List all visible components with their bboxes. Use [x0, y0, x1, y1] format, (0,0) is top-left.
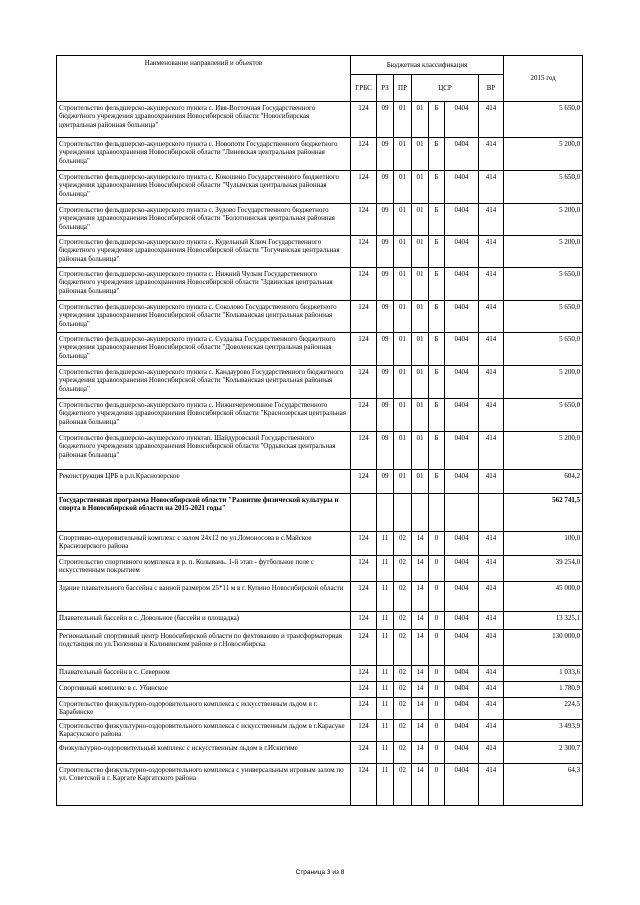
amount-cell: 5 200,0	[504, 204, 583, 236]
rz-cell: 09	[377, 399, 394, 432]
object-name-cell: Строительство фельдшерско-акушерского пункта с. Суздалка Государственного бюджетного учреждения здравоохранения Новосибирской области "Доволенская центральная районная больница"	[57, 333, 351, 366]
pr-cell: 01	[394, 366, 412, 399]
table-row	[57, 742, 583, 764]
rz-cell: 09	[377, 268, 394, 301]
vr-cell: 414	[479, 399, 504, 432]
grbs-cell: 124	[351, 102, 377, 138]
csr-code-cell: 0404	[445, 301, 479, 333]
csr-code-cell: 0404	[445, 432, 479, 470]
object-name-cell: Строительство физкультурно-оздоровительного комплекса с искусственным льдом в г. Барабинске	[57, 698, 351, 720]
amount-cell: 5 650,0	[504, 333, 583, 366]
table-row	[57, 494, 583, 532]
table-row	[57, 532, 583, 556]
amount-cell: 5 650,0	[504, 301, 583, 333]
grbs-cell: 124	[351, 301, 377, 333]
rz-cell: 09	[377, 171, 394, 204]
grbs-cell: 124	[351, 268, 377, 301]
pr-cell: 01	[394, 204, 412, 236]
grbs-cell: 124	[351, 742, 377, 764]
object-name-cell: Строительство фельдшерско-акушерского пункта с. Кандаурово Государственного бюджетного учреждения здравоохранения Новосибирской области "Колыванская центральная районная больница"	[57, 366, 351, 399]
table-header	[57, 56, 583, 102]
amount-cell: 130 000,0	[504, 630, 583, 666]
csr-code-cell: 0404	[445, 698, 479, 720]
csr-program-cell: 14	[412, 720, 429, 742]
pr-cell: 01	[394, 432, 412, 470]
rz-cell: 11	[377, 682, 394, 698]
csr-program-cell: 14	[412, 666, 429, 682]
csr-program-cell: 01	[412, 399, 429, 432]
csr-subprogram-cell: 0	[429, 742, 445, 764]
amount-cell: 5 650,0	[504, 399, 583, 432]
amount-cell: 3 493,9	[504, 720, 583, 742]
object-name-cell: Физкультурно-оздоровительный комплекс с искусственным льдом в г.Искитиме	[57, 742, 351, 764]
pr-cell: 01	[394, 171, 412, 204]
pr-cell: 02	[394, 630, 412, 666]
grbs-cell: 124	[351, 556, 377, 582]
csr-code-cell: 0404	[445, 630, 479, 666]
grbs-cell: 124	[351, 399, 377, 432]
csr-program-cell: 01	[412, 171, 429, 204]
csr-program-cell: 14	[412, 556, 429, 582]
pr-cell	[394, 494, 412, 532]
pr-cell: 01	[394, 102, 412, 138]
pr-cell: 02	[394, 764, 412, 806]
csr-program-cell: 14	[412, 682, 429, 698]
vr-cell: 414	[479, 333, 504, 366]
table-row	[57, 470, 583, 494]
header-csr: ЦСР	[412, 75, 479, 102]
csr-code-cell: 0404	[445, 612, 479, 630]
csr-code-cell: 0404	[445, 682, 479, 698]
object-name-cell: Строительство фельдшерско-акушерского пункта с. Нижнечеремошное Государственного бюджетного учреждения здравоохранения Новосибирской области "Краснозерская центральная районная больница"	[57, 399, 351, 432]
object-name-cell: Спортивно-оздоровительный комплекс с залом 24х12 по ул.Ломоносова в с.Майское Краснозерского района	[57, 532, 351, 556]
rz-cell	[377, 494, 394, 532]
pr-cell: 02	[394, 666, 412, 682]
amount-cell: 604,2	[504, 470, 583, 494]
page-footer: Страница 3 из 8	[295, 869, 345, 876]
csr-code-cell: 0404	[445, 171, 479, 204]
csr-subprogram-cell: Б	[429, 399, 445, 432]
vr-cell: 414	[479, 301, 504, 333]
csr-subprogram-cell: Б	[429, 236, 445, 268]
csr-program-cell: 01	[412, 366, 429, 399]
vr-cell: 414	[479, 666, 504, 682]
csr-subprogram-cell: Б	[429, 268, 445, 301]
vr-cell: 414	[479, 764, 504, 806]
grbs-cell: 124	[351, 720, 377, 742]
pr-cell: 01	[394, 301, 412, 333]
header-budget-classification: Бюджетная классификация	[351, 56, 504, 75]
rz-cell: 11	[377, 666, 394, 682]
csr-program-cell: 14	[412, 742, 429, 764]
rz-cell: 09	[377, 138, 394, 171]
amount-cell: 45 000,0	[504, 582, 583, 612]
grbs-cell: 124	[351, 171, 377, 204]
amount-cell: 5 650,0	[504, 268, 583, 301]
amount-cell: 5 650,0	[504, 102, 583, 138]
csr-code-cell: 0404	[445, 742, 479, 764]
amount-cell: 5 650,0	[504, 171, 583, 204]
table-row	[57, 399, 583, 432]
vr-cell: 414	[479, 204, 504, 236]
header-pr: ПР	[394, 75, 412, 102]
amount-cell: 224,5	[504, 698, 583, 720]
csr-code-cell: 0404	[445, 666, 479, 682]
table-row	[57, 630, 583, 666]
vr-cell: 414	[479, 630, 504, 666]
csr-program-cell: 14	[412, 612, 429, 630]
vr-cell: 414	[479, 582, 504, 612]
rz-cell: 11	[377, 630, 394, 666]
pr-cell: 02	[394, 612, 412, 630]
grbs-cell: 124	[351, 582, 377, 612]
table-row	[57, 432, 583, 470]
grbs-cell: 124	[351, 432, 377, 470]
amount-cell: 100,0	[504, 532, 583, 556]
vr-cell: 414	[479, 171, 504, 204]
csr-subprogram-cell: Б	[429, 301, 445, 333]
csr-program-cell: 14	[412, 698, 429, 720]
table-row	[57, 333, 583, 366]
object-name-cell: Строительство физкультурно-оздоровительного комплекса с искусственным льдом в г.Карасуке Карасукского района	[57, 720, 351, 742]
csr-code-cell: 0404	[445, 268, 479, 301]
rz-cell: 11	[377, 556, 394, 582]
pr-cell: 02	[394, 720, 412, 742]
table-row	[57, 612, 583, 630]
pr-cell: 02	[394, 698, 412, 720]
object-name-cell: Строительство фельдшерско-акушерского пунктап. Шайдуровский Государственного бюджетного учреждения здравоохранения Новосибирской области "Ордынская центральная районная больница"	[57, 432, 351, 470]
grbs-cell: 124	[351, 532, 377, 556]
pr-cell: 01	[394, 138, 412, 171]
csr-code-cell: 0404	[445, 236, 479, 268]
vr-cell: 414	[479, 612, 504, 630]
rz-cell: 09	[377, 204, 394, 236]
table-row	[57, 236, 583, 268]
table-row	[57, 720, 583, 742]
csr-subprogram-cell: Б	[429, 432, 445, 470]
object-name-cell: Строительство фельдшерско-акушерского пункта с. Кокошино Государственного бюджетного учреждения здравоохранения Новосибирской области "Чулымская центральная районная больница"	[57, 171, 351, 204]
csr-program-cell: 01	[412, 204, 429, 236]
rz-cell: 09	[377, 366, 394, 399]
vr-cell: 414	[479, 470, 504, 494]
grbs-cell: 124	[351, 236, 377, 268]
pr-cell: 02	[394, 532, 412, 556]
budget-table	[56, 55, 583, 806]
pr-cell: 01	[394, 333, 412, 366]
csr-program-cell: 01	[412, 102, 429, 138]
csr-subprogram-cell: 0	[429, 556, 445, 582]
csr-subprogram-cell: Б	[429, 470, 445, 494]
grbs-cell: 124	[351, 366, 377, 399]
csr-code-cell: 0404	[445, 764, 479, 806]
csr-code-cell: 0404	[445, 366, 479, 399]
pr-cell: 01	[394, 268, 412, 301]
csr-subprogram-cell	[429, 494, 445, 532]
pr-cell: 01	[394, 399, 412, 432]
vr-cell: 414	[479, 102, 504, 138]
pr-cell: 02	[394, 682, 412, 698]
table-row	[57, 171, 583, 204]
amount-cell: 1 033,6	[504, 666, 583, 682]
csr-subprogram-cell: Б	[429, 138, 445, 171]
table-row	[57, 268, 583, 301]
csr-subprogram-cell: 0	[429, 720, 445, 742]
object-name-cell: Плавательный бассейн в с. Северном	[57, 666, 351, 682]
csr-subprogram-cell: Б	[429, 333, 445, 366]
vr-cell: 414	[479, 138, 504, 171]
grbs-cell: 124	[351, 630, 377, 666]
header-grbs: ГРБС	[351, 75, 377, 102]
vr-cell: 414	[479, 682, 504, 698]
table-row	[57, 102, 583, 138]
csr-code-cell: 0404	[445, 333, 479, 366]
table-body	[57, 102, 583, 806]
grbs-cell: 124	[351, 138, 377, 171]
grbs-cell: 124	[351, 666, 377, 682]
rz-cell: 09	[377, 236, 394, 268]
rz-cell: 11	[377, 720, 394, 742]
csr-code-cell	[445, 494, 479, 532]
table-row	[57, 301, 583, 333]
header-year: 2015 год	[504, 56, 583, 102]
pr-cell: 02	[394, 742, 412, 764]
csr-subprogram-cell: 0	[429, 630, 445, 666]
object-name-cell: Спортивный комплекс в с. Убинское	[57, 682, 351, 698]
csr-subprogram-cell: 0	[429, 764, 445, 806]
csr-program-cell: 01	[412, 138, 429, 171]
pr-cell: 02	[394, 582, 412, 612]
object-name-cell: Строительство фельдшерско-акушерского пункта с. Кудельный Ключ Государственного бюджетного учреждения здравоохранения Новосибирской области "Тогучинская центральная районная больница"	[57, 236, 351, 268]
header-vr: ВР	[479, 75, 504, 102]
csr-subprogram-cell: 0	[429, 582, 445, 612]
csr-subprogram-cell: Б	[429, 366, 445, 399]
object-name-cell: Плавательный бассейн в с. Довольное (бассейн и площадка)	[57, 612, 351, 630]
csr-subprogram-cell: Б	[429, 171, 445, 204]
vr-cell: 414	[479, 698, 504, 720]
pr-cell: 01	[394, 236, 412, 268]
csr-code-cell: 0404	[445, 399, 479, 432]
csr-program-cell: 01	[412, 236, 429, 268]
object-name-cell: Региональный спортивный центр Новосибирской области по фехтованию и трансформаторная подстанция по ул.Тюленина в Калининском районе в г.Новосибирска	[57, 630, 351, 666]
amount-cell: 5 200,0	[504, 366, 583, 399]
vr-cell: 414	[479, 432, 504, 470]
amount-cell: 5 200,0	[504, 432, 583, 470]
table-row	[57, 682, 583, 698]
object-name-cell: Здание плавательного бассейна с ванной размером 25*11 м в г. Купино Новосибирской области	[57, 582, 351, 612]
vr-cell: 414	[479, 366, 504, 399]
table-row	[57, 556, 583, 582]
object-name-cell: Строительство фельдшерско-акушерского пункта с. Новопоти Государственного бюджетного учреждения здравоохранения Новосибирской области "Линевская центральная районная больница"	[57, 138, 351, 171]
csr-program-cell: 01	[412, 432, 429, 470]
csr-program-cell: 01	[412, 333, 429, 366]
amount-cell: 5 200,0	[504, 138, 583, 171]
csr-program-cell: 14	[412, 630, 429, 666]
csr-code-cell: 0404	[445, 204, 479, 236]
header-rz: РЗ	[377, 75, 394, 102]
rz-cell: 09	[377, 432, 394, 470]
header-name-column: Наименование направлений и объектов	[57, 56, 351, 102]
csr-program-cell: 14	[412, 532, 429, 556]
grbs-cell: 124	[351, 682, 377, 698]
table-row	[57, 138, 583, 171]
rz-cell: 11	[377, 612, 394, 630]
amount-cell: 13 325,1	[504, 612, 583, 630]
amount-cell: 2 300,7	[504, 742, 583, 764]
vr-cell	[479, 494, 504, 532]
object-name-cell: Строительство фельдшерско-акушерского пункта с. Соколово Государственного бюджетного учреждения здравоохранения Новосибирской области "Колыванская центральная районная больница"	[57, 301, 351, 333]
csr-code-cell: 0404	[445, 720, 479, 742]
rz-cell: 09	[377, 333, 394, 366]
rz-cell: 11	[377, 698, 394, 720]
csr-subprogram-cell: Б	[429, 204, 445, 236]
vr-cell: 414	[479, 532, 504, 556]
vr-cell: 414	[479, 268, 504, 301]
csr-subprogram-cell: 0	[429, 612, 445, 630]
object-name-cell: Государственная программа Новосибирской области "Развитие физической культуры и спорта в Новосибирской области на 2015-2021 годы"	[57, 494, 351, 532]
vr-cell: 414	[479, 556, 504, 582]
csr-subprogram-cell: 0	[429, 698, 445, 720]
pr-cell: 01	[394, 470, 412, 494]
table-row	[57, 666, 583, 682]
rz-cell: 11	[377, 582, 394, 612]
csr-subprogram-cell: 0	[429, 682, 445, 698]
csr-code-cell: 0404	[445, 582, 479, 612]
rz-cell: 11	[377, 742, 394, 764]
object-name-cell: Строительство фельдшерско-акушерского пункта с. Зудово Государственного бюджетного учреждения здравоохранения Новосибирской области "Болотнинская центральная районная больница"	[57, 204, 351, 236]
rz-cell: 09	[377, 301, 394, 333]
csr-program-cell: 01	[412, 301, 429, 333]
table-row	[57, 698, 583, 720]
grbs-cell: 124	[351, 333, 377, 366]
amount-cell: 39 254,0	[504, 556, 583, 582]
pr-cell: 02	[394, 556, 412, 582]
csr-subprogram-cell: Б	[429, 102, 445, 138]
grbs-cell	[351, 494, 377, 532]
csr-code-cell: 0404	[445, 532, 479, 556]
object-name-cell: Строительство физкультурно-оздоровительного комплекса с универсальным игровым залом по ул. Советской в г. Каргате Каргатского района	[57, 764, 351, 806]
table-row	[57, 366, 583, 399]
object-name-cell: Строительство фельдшерско-акушерского пункта с. Нижний Чулым Государственного бюджетного учреждения здравоохранения Новосибирской области "Здвинская центральная районная больница"	[57, 268, 351, 301]
grbs-cell: 124	[351, 764, 377, 806]
csr-code-cell: 0404	[445, 102, 479, 138]
csr-code-cell: 0404	[445, 470, 479, 494]
grbs-cell: 124	[351, 470, 377, 494]
rz-cell: 11	[377, 532, 394, 556]
csr-program-cell: 01	[412, 470, 429, 494]
csr-subprogram-cell: 0	[429, 532, 445, 556]
table-row	[57, 764, 583, 806]
table-row	[57, 204, 583, 236]
vr-cell: 414	[479, 742, 504, 764]
object-name-cell: Строительство спортивного комплекса в р. п. Колывань. 1-й этап - футбольное поле с искусственным покрытием	[57, 556, 351, 582]
rz-cell: 09	[377, 470, 394, 494]
csr-program-cell: 14	[412, 582, 429, 612]
grbs-cell: 124	[351, 698, 377, 720]
csr-program-cell	[412, 494, 429, 532]
table-row	[57, 582, 583, 612]
object-name-cell: Строительство фельдшерско-акушерского пункта с. Ивя-Восточная Государственного бюджетного учреждения здравоохранения Новосибирской области "Новосибирская центральная районная больница"	[57, 102, 351, 138]
vr-cell: 414	[479, 236, 504, 268]
rz-cell: 11	[377, 764, 394, 806]
object-name-cell: Реконструкция ЦРБ в р.п.Краснозерское	[57, 470, 351, 494]
csr-code-cell: 0404	[445, 556, 479, 582]
vr-cell: 414	[479, 720, 504, 742]
csr-code-cell: 0404	[445, 138, 479, 171]
amount-cell: 1 780,9	[504, 682, 583, 698]
csr-subprogram-cell: 0	[429, 666, 445, 682]
amount-cell: 5 200,0	[504, 236, 583, 268]
csr-program-cell: 01	[412, 268, 429, 301]
grbs-cell: 124	[351, 612, 377, 630]
grbs-cell: 124	[351, 204, 377, 236]
amount-cell: 64,3	[504, 764, 583, 806]
rz-cell: 09	[377, 102, 394, 138]
csr-program-cell: 14	[412, 764, 429, 806]
amount-cell: 562 741,5	[504, 494, 583, 532]
